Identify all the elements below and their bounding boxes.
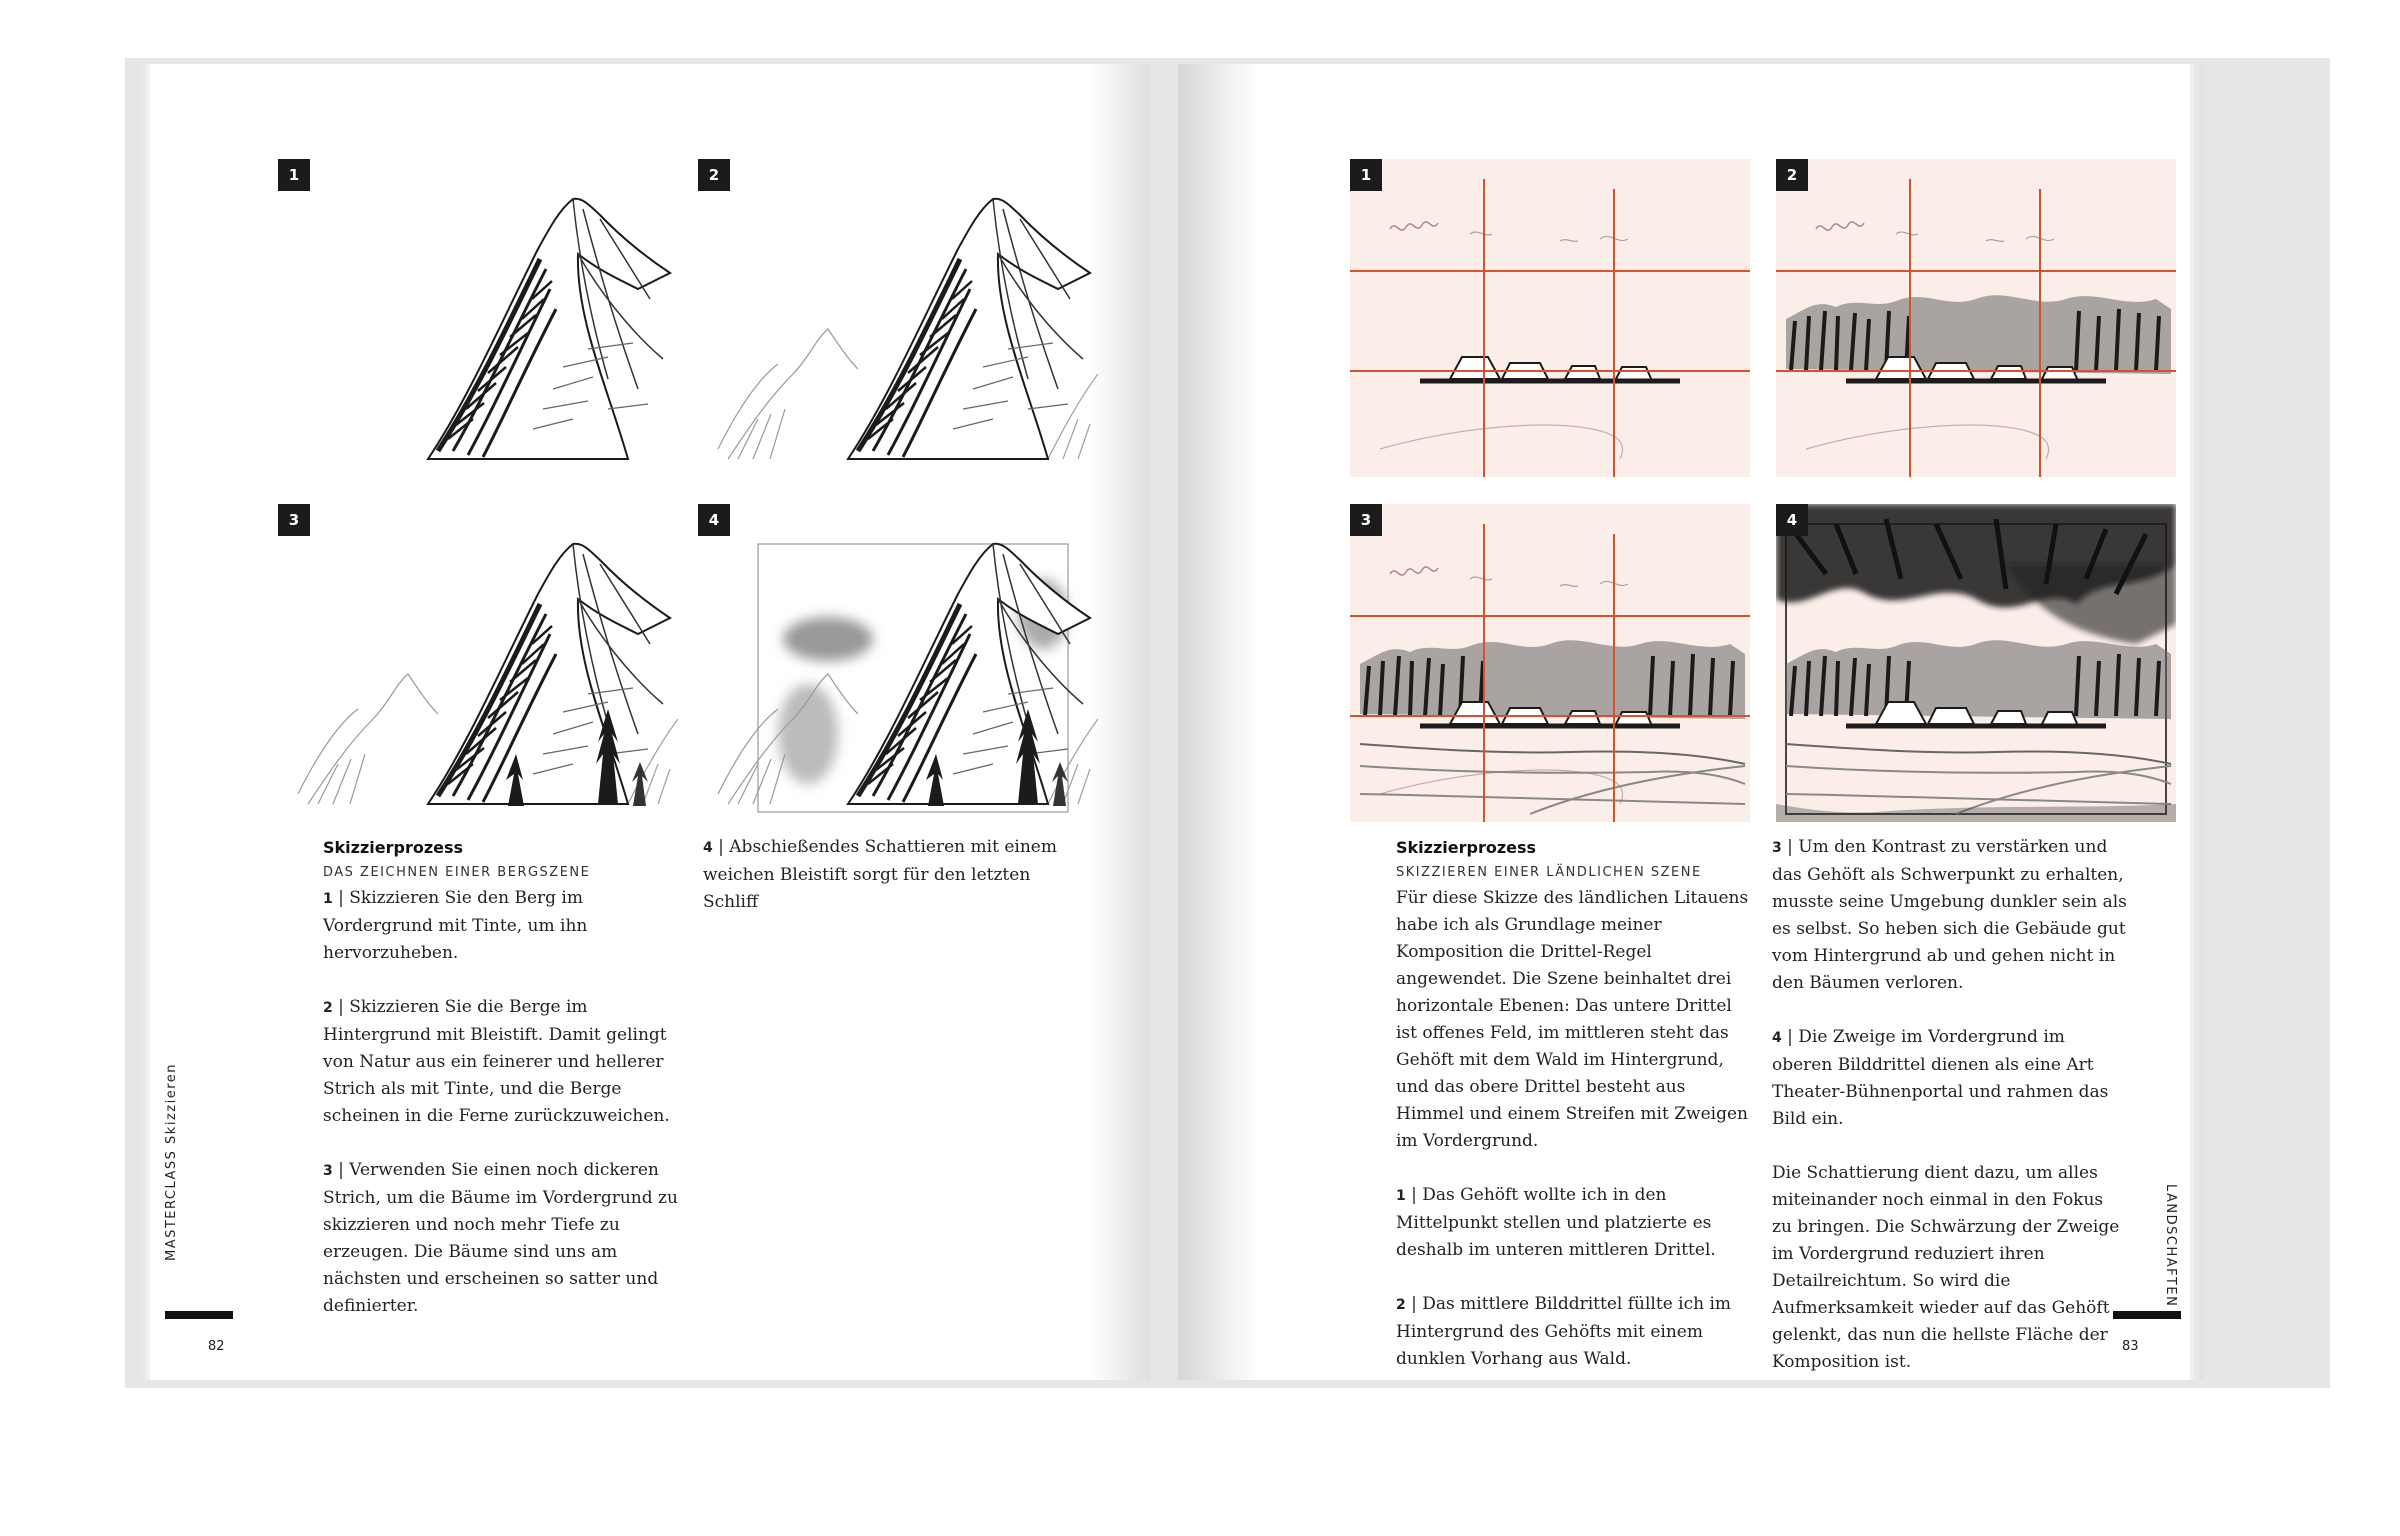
figure-number: 1 (1350, 159, 1382, 191)
text-column-left (323, 834, 683, 1347)
step-3: 3 | Um den Kontrast zu verstärken und das Gehöft als Schwerpunkt zu erhalten, musste seine Umgebung dunkler sein als es selbst. So heben sich die Gebäude gut vom Hintergrund ab und gehen nicht in den Bäumen verloren. (1772, 837, 2127, 993)
running-head: LANDSCHAFTEN (2163, 1184, 2178, 1308)
figure-number: 4 (698, 504, 730, 536)
figure-number: 1 (278, 159, 310, 191)
step-3: 3 | Verwenden Sie einen noch dickeren Strich, um die Bäume im Vordergrund zu skizzieren und noch mehr Tiefe zu erzeugen. Die Bäume sind uns am nächsten und erscheinen so satter und definierter. (323, 1160, 678, 1316)
figure-number: 3 (1350, 504, 1382, 536)
intro-paragraph: Für diese Skizze des ländlichen Litauens habe ich als Grundlage meiner Komposition die Drittel-Regel angewendet. Die Szene beinhaltet drei horizontale Ebenen: Das untere Drittel ist offenes Feld, im mittleren steht das Gehöft mit dem Wald im Hintergrund, und das obere Drittel besteht aus Himmel und einem Streifen mit Zweigen im Vordergrund. (1396, 888, 1749, 1151)
page-marker (165, 1311, 233, 1319)
page-marker (2113, 1311, 2181, 1319)
step-1: 1 | Skizzieren Sie den Berg im Vordergrund mit Tinte, um ihn hervorzuheben. (323, 888, 588, 963)
section-subheading: SKIZZIEREN EINER LÄNDLICHEN SZENE (1396, 865, 1702, 880)
mountain-sketch-1 (278, 159, 678, 477)
section-subheading: DAS ZEICHNEN EINER BERGSZENE (323, 865, 591, 880)
step-1: 1 | Das Gehöft wollte ich in den Mittelpunkt stellen und platzierte es deshalb im unteren mittleren Drittel. (1396, 1185, 1716, 1260)
page-number: 83 (2122, 1339, 2139, 1354)
figure-number: 4 (1776, 504, 1808, 536)
rural-sketch-4 (1776, 504, 2176, 822)
rural-sketch-3 (1350, 504, 1750, 822)
text-column-right-2 (1772, 834, 2127, 1380)
mountain-sketch-3 (278, 504, 678, 822)
figure-number: 2 (698, 159, 730, 191)
gutter-shadow (1090, 64, 1150, 1380)
step-4: 4 | Abschießendes Schattieren mit einem weichen Bleistift sorgt für den letzten Schliff (703, 837, 1057, 912)
figure-3 (1350, 504, 1750, 822)
step-2: 2 | Skizzieren Sie die Berge im Hintergrund mit Bleistift. Damit gelingt von Natur aus ein feinerer und hellerer Strich als mit Tinte, und die Berge scheinen in die Ferne zurückzuweichen. (323, 997, 670, 1126)
figure-1 (1350, 159, 1750, 477)
rural-sketch-1 (1350, 159, 1750, 477)
figure-number: 3 (278, 504, 310, 536)
closing-paragraph: Die Schattierung dient dazu, um alles miteinander noch einmal in den Fokus zu bringen. Die Schwärzung der Zweige im Vordergrund reduziert ihren Detailreichtum. So wird die Aufmerksamkeit wieder auf das Gehöft gelenkt, das nun die hellste Fläche der Komposition ist. (1772, 1163, 2120, 1372)
text-column-right-1 (1396, 834, 1756, 1380)
text-column-left-2 (703, 834, 1063, 916)
left-page (150, 64, 1150, 1380)
section-heading: Skizzierprozess (1396, 838, 1537, 857)
section-heading: Skizzierprozess (323, 838, 464, 857)
running-head: MASTERCLASS Skizzieren (164, 1063, 179, 1261)
mountain-sketch-4 (698, 504, 1098, 822)
page-number: 82 (208, 1339, 225, 1354)
right-page (1178, 64, 2190, 1380)
step-4: 4 | Die Zweige im Vordergrund im oberen Bilddrittel dienen als eine Art Theater-Bühnenportal und rahmen das Bild ein. (1772, 1027, 2109, 1129)
figure-4 (1776, 504, 2176, 822)
figure-number: 2 (1776, 159, 1808, 191)
step-2: 2 | Das mittlere Bilddrittel füllte ich im Hintergrund des Gehöfts mit einem dunklen Vorhang aus Wald. (1396, 1294, 1732, 1369)
figure-4 (698, 504, 1098, 822)
rural-sketch-2 (1776, 159, 2176, 477)
gutter-shadow (1178, 64, 1258, 1380)
figure-3 (278, 504, 678, 822)
figure-1 (278, 159, 678, 477)
figure-2 (1776, 159, 2176, 477)
figure-2 (698, 159, 1098, 477)
mountain-sketch-2 (698, 159, 1098, 477)
